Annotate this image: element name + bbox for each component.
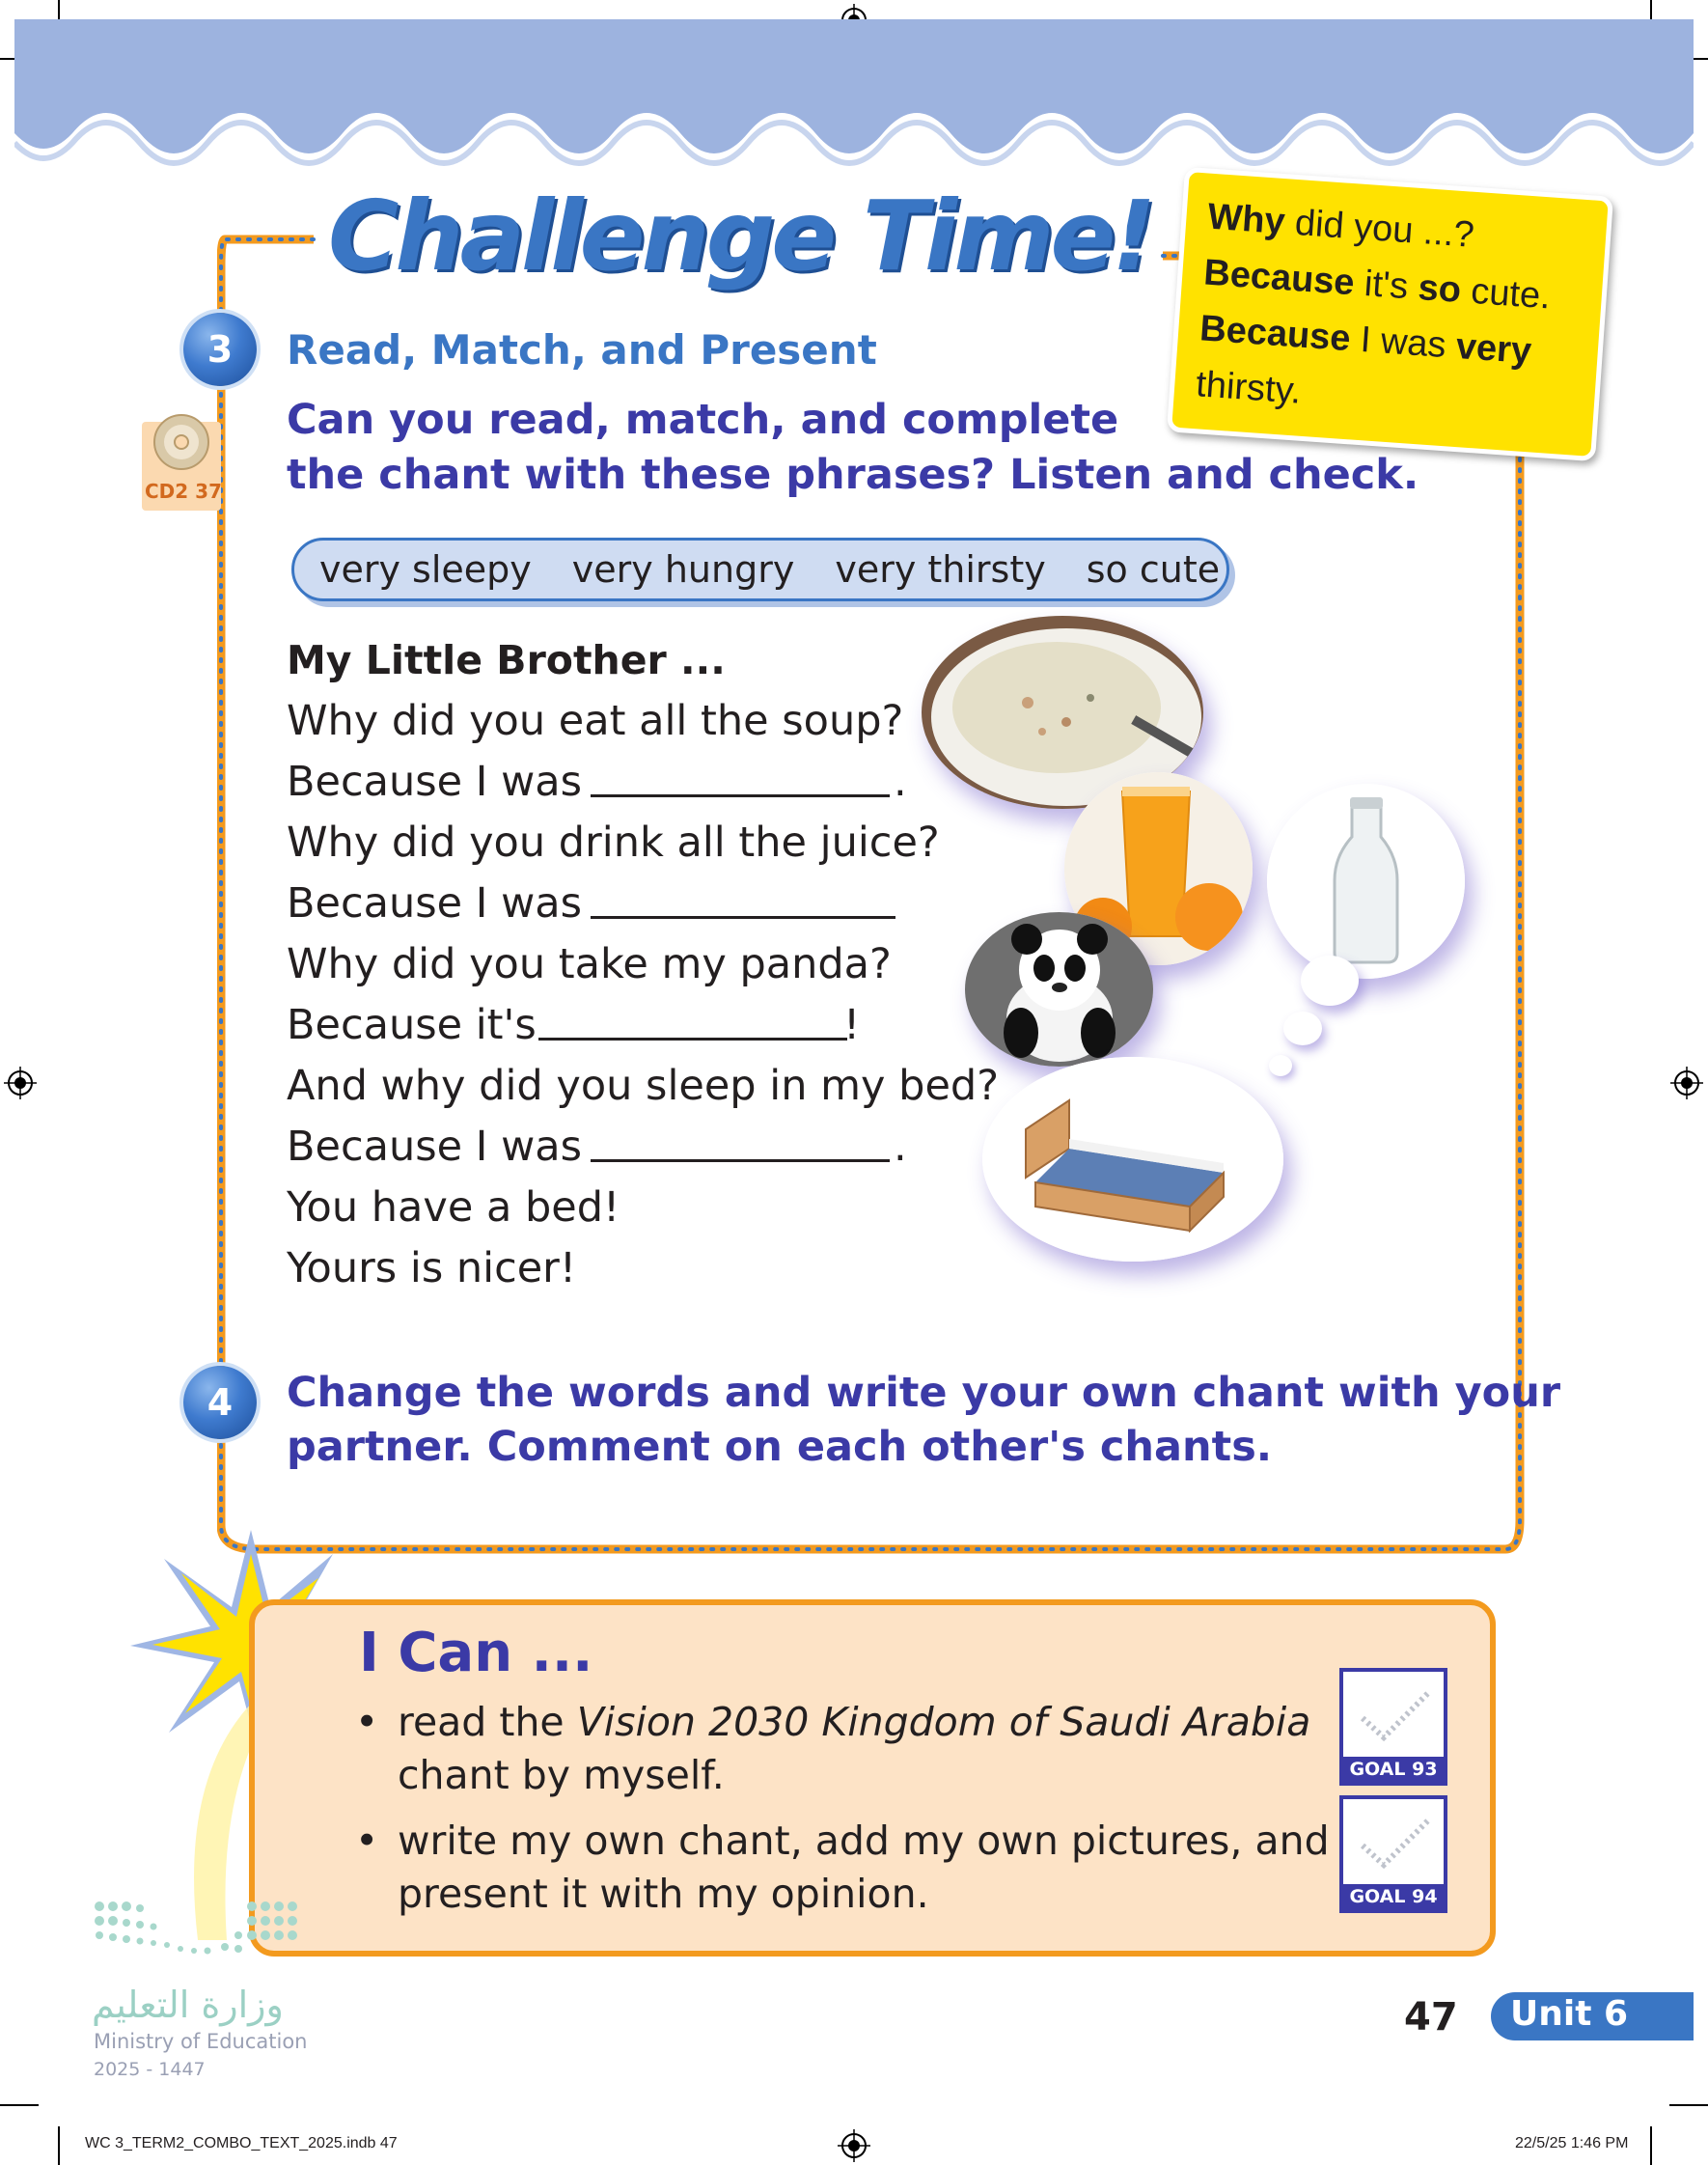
ministry-logo-icon — [92, 1897, 304, 1979]
note-line: thirsty. — [1194, 364, 1303, 412]
i-can-item — [357, 1815, 1330, 1868]
chant-line: Yours is nicer! — [287, 1244, 577, 1292]
ministry-name-english: Ministry of Education — [94, 2030, 308, 2053]
chant-punctuation: . — [894, 1123, 907, 1171]
note-bold-word: Why — [1206, 196, 1287, 243]
trim-mark — [0, 2104, 39, 2106]
answer-blank[interactable] — [591, 1159, 890, 1162]
registration-mark-icon — [4, 1067, 37, 1099]
thought-bubble — [1269, 1055, 1292, 1076]
print-date: 22/5/25 1:46 PM — [1515, 2135, 1629, 2151]
note-text: it's — [1353, 263, 1420, 308]
note-bold-word: so — [1417, 267, 1463, 312]
i-can-title: I Can ... — [359, 1622, 593, 1684]
chant-line: Why did you take my panda? — [287, 940, 892, 988]
goal-label: GOAL 94 — [1343, 1884, 1444, 1909]
note-text: I was — [1348, 319, 1458, 367]
check-icon — [1355, 1683, 1436, 1745]
goal-checkbox[interactable] — [1339, 1795, 1447, 1913]
word-bank-phrase: very sleepy — [319, 548, 532, 591]
note-text: did you ...? — [1283, 202, 1476, 256]
i-can-text: write my own chant, add my own pictures, and — [398, 1818, 1330, 1864]
trim-mark — [58, 2126, 60, 2165]
thought-bubble — [1283, 1012, 1322, 1045]
word-bank-phrase: so cute — [1086, 548, 1221, 591]
trim-mark — [1669, 2104, 1708, 2106]
print-file-name: WC 3_TERM2_COMBO_TEXT_2025.indb 47 — [85, 2135, 398, 2151]
word-bank-phrase: very hungry — [571, 548, 795, 591]
language-note — [1167, 167, 1613, 461]
chant-line: Why did you eat all the soup? — [287, 697, 904, 745]
trim-mark — [1650, 2126, 1652, 2165]
i-can-text-italic: Vision 2030 Kingdom of Saudi Arabia — [576, 1699, 1311, 1745]
page-number: 47 — [1404, 1995, 1458, 2040]
page-title: Challenge Time! — [328, 180, 1152, 292]
i-can-item — [357, 1696, 1310, 1749]
cd-icon — [152, 413, 210, 471]
ministry-year: 2025 - 1447 — [94, 2059, 206, 2080]
i-can-item-continued: present it with my opinion. — [398, 1871, 929, 1917]
panda-toy-image — [965, 912, 1153, 1067]
activity-number-3: 3 — [183, 313, 257, 386]
answer-blank[interactable] — [538, 1038, 847, 1041]
bullet: • — [355, 1699, 379, 1745]
chant-line: Because I was — [287, 879, 582, 928]
chant-line: And why did you sleep in my bed? — [287, 1062, 1000, 1110]
note-bold-word: very — [1454, 325, 1533, 373]
milk-bottle-image — [1267, 784, 1465, 979]
thought-bubble — [1301, 956, 1359, 1006]
activity-instruction: the chant with these phrases? Listen and check. — [287, 451, 1419, 499]
answer-blank[interactable] — [591, 794, 890, 797]
activity-instruction: Can you read, match, and complete — [287, 396, 1119, 444]
word-bank-phrase: very thirsty — [835, 548, 1046, 591]
chant-line: Because I was — [287, 758, 582, 806]
i-can-text: read the — [398, 1699, 577, 1745]
chant-line: Why did you drink all the juice? — [287, 819, 940, 867]
i-can-item-continued: chant by myself. — [398, 1752, 725, 1798]
goal-label: GOAL 93 — [1343, 1757, 1444, 1782]
note-text: cute. — [1459, 270, 1553, 318]
check-icon — [1355, 1811, 1436, 1873]
activity-title: Read, Match, and Present — [287, 326, 877, 374]
ministry-name-arabic: وزارة التعليم — [92, 1984, 284, 2026]
answer-blank[interactable] — [591, 916, 895, 919]
goal-checkbox[interactable] — [1339, 1668, 1447, 1786]
chant-line: You have a bed! — [287, 1183, 620, 1232]
note-bold-word: Because — [1198, 308, 1352, 360]
unit-label: Unit 6 — [1510, 1994, 1628, 2034]
activity-instruction: Change the words and write your own chant with your — [287, 1369, 1561, 1417]
activity-instruction: partner. Comment on each other's chants. — [287, 1423, 1273, 1471]
wave-banner — [14, 19, 1694, 174]
note-bold-word: Because — [1202, 252, 1356, 304]
audio-track-label: CD2 37 — [145, 480, 222, 503]
registration-mark-icon — [838, 2129, 870, 2162]
bed-image — [982, 1057, 1283, 1262]
chant-punctuation: . — [894, 758, 907, 806]
chant-title: My Little Brother ... — [287, 637, 726, 683]
activity-number-4: 4 — [183, 1366, 257, 1439]
word-bank — [291, 538, 1229, 601]
chant-line: Because I was — [287, 1123, 582, 1171]
registration-mark-icon — [1670, 1067, 1703, 1099]
chant-line: Because it's — [287, 1001, 537, 1049]
chant-punctuation: ! — [843, 1001, 861, 1049]
bullet: • — [355, 1818, 379, 1864]
